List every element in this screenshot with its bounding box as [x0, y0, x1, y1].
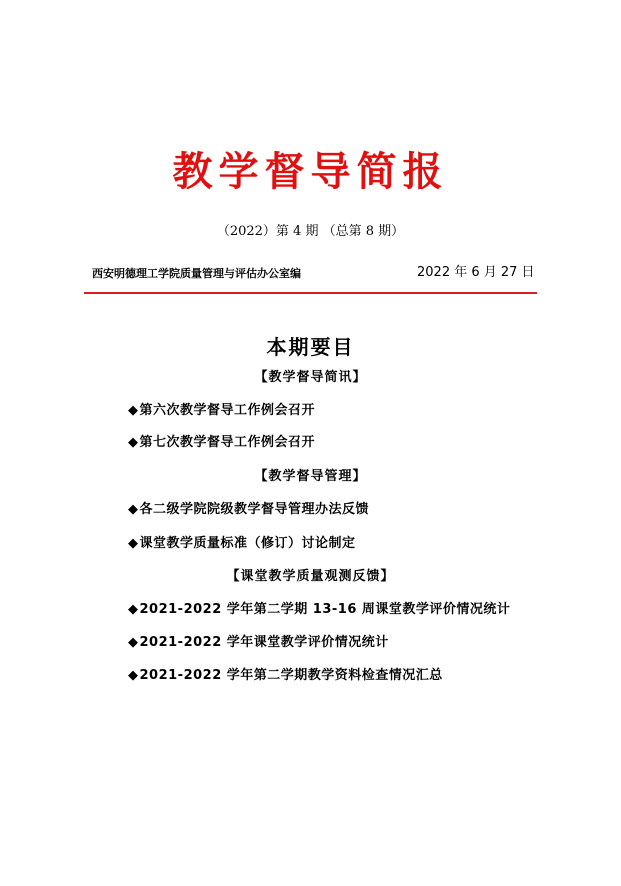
- diamond-bullet-icon: ◆: [128, 635, 139, 650]
- contents-item: [128, 434, 315, 452]
- diamond-bullet-icon: ◆: [128, 602, 139, 617]
- section-heading: 【教学督导管理】: [254, 469, 367, 484]
- section-heading: 【课堂教学质量观测反馈】: [226, 569, 395, 584]
- contents-item: [128, 535, 356, 553]
- contents-item: [128, 402, 315, 420]
- diamond-bullet-icon: ◆: [128, 403, 139, 418]
- issue-number: （2022）第 4 期 （总第 8 期）: [216, 224, 405, 239]
- diamond-bullet-icon: ◆: [128, 502, 139, 517]
- contents-heading: 本期要目: [266, 335, 355, 359]
- contents-item-text: 课堂教学质量标准（修订）讨论制定: [139, 536, 356, 551]
- contents-item-text: 2021-2022 学年课堂教学评价情况统计: [139, 635, 389, 650]
- diamond-bullet-icon: ◆: [128, 435, 139, 450]
- contents-item: [128, 501, 369, 519]
- contents-item: [128, 667, 443, 685]
- contents-item: [128, 634, 389, 652]
- bulletin-title: 教学督导简报: [172, 148, 449, 195]
- contents-item-text: 2021-2022 学年第二学期 13-16 周课堂教学评价情况统计: [139, 602, 511, 617]
- red-divider-rule: [84, 292, 537, 294]
- contents-item-text: 各二级学院院级教学督导管理办法反馈: [139, 502, 370, 517]
- contents-item-text: 第六次教学督导工作例会召开: [139, 403, 316, 418]
- contents-item-text: 第七次教学督导工作例会召开: [139, 435, 316, 450]
- diamond-bullet-icon: ◆: [128, 668, 139, 683]
- contents-item: [128, 601, 510, 619]
- diamond-bullet-icon: ◆: [128, 536, 139, 551]
- publication-date: 2022 年 6 月 27 日: [417, 265, 535, 280]
- publisher: 西安明德理工学院质量管理与评估办公室编: [92, 267, 301, 280]
- contents-item-text: 2021-2022 学年第二学期教学资料检查情况汇总: [139, 668, 443, 683]
- section-heading: 【教学督导简讯】: [254, 370, 367, 385]
